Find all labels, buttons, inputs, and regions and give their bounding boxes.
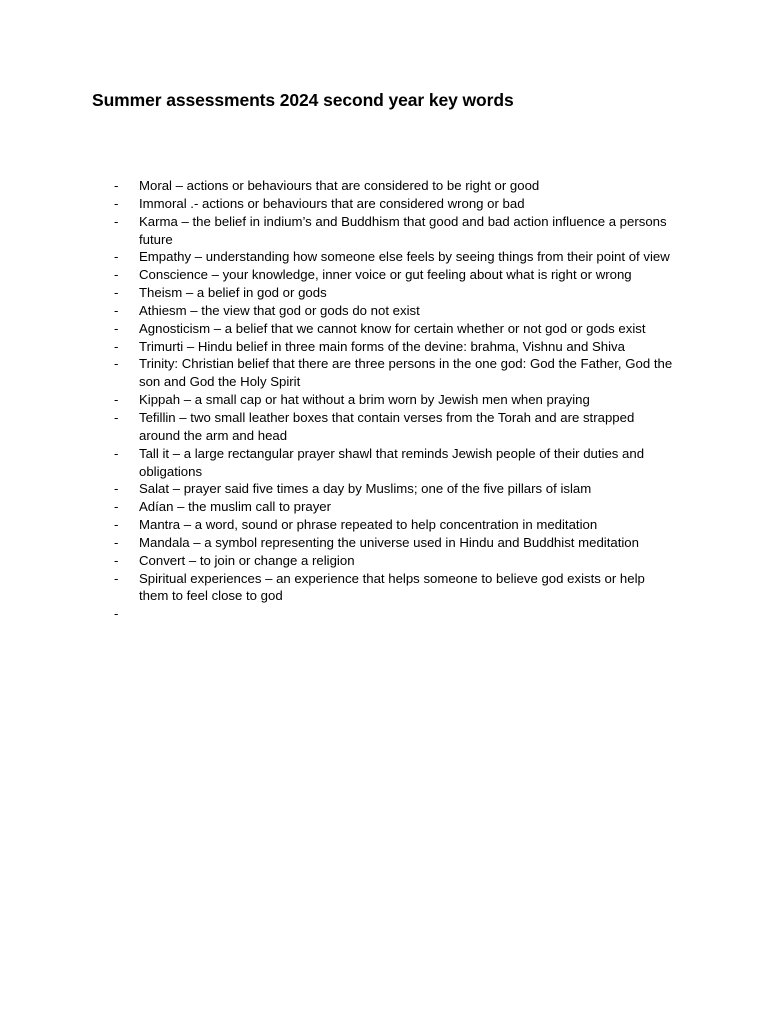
keyword-item xyxy=(113,570,673,606)
keyword-text: Conscience – your knowledge, inner voice or gut feeling about what is right or wrong xyxy=(139,267,632,283)
bullet-dash: - xyxy=(114,445,119,461)
keyword-text: Tefillin – two small leather boxes that contain verses from the Torah and are strapped around the arm and head xyxy=(139,409,635,443)
keyword-item-empty xyxy=(113,605,673,623)
keyword-text: Empathy – understanding how someone else feels by seeing things from their point of view xyxy=(139,249,670,265)
bullet-dash: - xyxy=(114,517,119,533)
keyword-text: Convert – to join or change a religion xyxy=(139,552,355,568)
keyword-item xyxy=(113,284,673,302)
keyword-text: Spiritual experiences – an experience that helps someone to believe god exists or help them to feel close to god xyxy=(139,570,645,604)
document-title: Summer assessments 2024 second year key words xyxy=(92,90,514,110)
bullet-dash: - xyxy=(114,338,119,354)
bullet-dash: - xyxy=(114,249,119,265)
bullet-dash: - xyxy=(114,606,119,622)
keyword-item xyxy=(113,552,673,570)
keyword-text: Salat – prayer said five times a day by Muslims; one of the five pillars of islam xyxy=(139,481,592,497)
keyword-item xyxy=(113,177,673,195)
keyword-item xyxy=(113,498,673,516)
keyword-item xyxy=(113,338,673,356)
keyword-text: Immoral .- actions or behaviours that are considered wrong or bad xyxy=(139,195,525,211)
bullet-dash: - xyxy=(114,285,119,301)
keyword-text: Athiesm – the view that god or gods do not exist xyxy=(139,302,420,318)
keyword-item xyxy=(113,195,673,213)
bullet-dash: - xyxy=(114,356,119,372)
bullet-dash: - xyxy=(114,392,119,408)
keyword-item xyxy=(113,409,673,445)
keyword-item xyxy=(113,302,673,320)
keyword-text: Mantra – a word, sound or phrase repeated to help concentration in meditation xyxy=(139,517,598,533)
bullet-dash: - xyxy=(114,499,119,515)
keyword-text: Adían – the muslim call to prayer xyxy=(139,499,332,515)
bullet-dash: - xyxy=(114,195,119,211)
keyword-item xyxy=(113,320,673,338)
keyword-text: Theism – a belief in god or gods xyxy=(139,285,327,301)
keyword-item xyxy=(113,445,673,481)
keyword-text: Karma – the belief in indium’s and Buddhism that good and bad action influence a persons future xyxy=(139,213,667,247)
keyword-item xyxy=(113,266,673,284)
keyword-item xyxy=(113,534,673,552)
keyword-text xyxy=(139,605,673,623)
bullet-dash: - xyxy=(114,481,119,497)
keyword-text: Trinity: Christian belief that there are three persons in the one god: God the Father, God the son and God the Holy Spirit xyxy=(139,356,673,390)
keyword-text: Moral – actions or behaviours that are considered to be right or good xyxy=(139,178,540,193)
bullet-dash: - xyxy=(114,267,119,283)
bullet-dash: - xyxy=(114,302,119,318)
bullet-dash: - xyxy=(114,552,119,568)
bullet-dash: - xyxy=(114,409,119,425)
bullet-dash: - xyxy=(114,534,119,550)
bullet-dash: - xyxy=(114,570,119,586)
keyword-item xyxy=(113,480,673,498)
keyword-item xyxy=(113,248,673,266)
keyword-item xyxy=(113,213,673,249)
keyword-list xyxy=(113,177,673,623)
bullet-dash: - xyxy=(114,213,119,229)
keyword-text: Trimurti – Hindu belief in three main forms of the devine: brahma, Vishnu and Shiva xyxy=(139,338,625,354)
keyword-item xyxy=(113,516,673,534)
keyword-item xyxy=(113,355,673,391)
bullet-dash: - xyxy=(114,178,119,193)
keyword-text: Mandala – a symbol representing the universe used in Hindu and Buddhist meditation xyxy=(139,534,639,550)
keyword-text: Agnosticism – a belief that we cannot know for certain whether or not god or gods exist xyxy=(139,320,646,336)
keyword-item xyxy=(113,391,673,409)
bullet-dash: - xyxy=(114,320,119,336)
keyword-text: Tall it – a large rectangular prayer shawl that reminds Jewish people of their duties and obligations xyxy=(139,445,645,479)
keyword-text: Kippah – a small cap or hat without a brim worn by Jewish men when praying xyxy=(139,392,590,408)
